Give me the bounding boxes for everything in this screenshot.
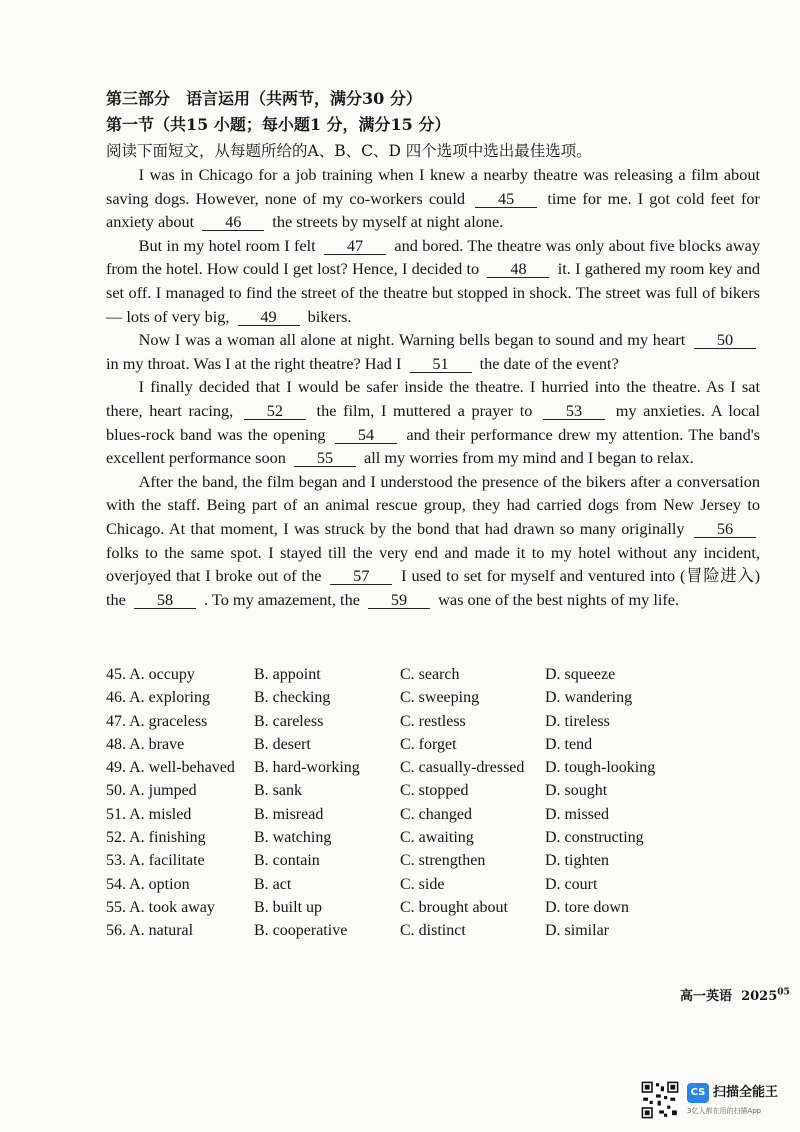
blank-52: 52	[244, 402, 306, 420]
option-b: B. built up	[254, 898, 323, 916]
option-row	[106, 710, 766, 733]
option-a: 56. A. natural	[106, 922, 194, 940]
option-row	[106, 896, 766, 919]
footer-year: 2025	[741, 989, 778, 1004]
blank-45: 45	[475, 190, 537, 208]
option-a: 51. A. misled	[106, 805, 192, 823]
footer-subject: 高一英语	[680, 989, 733, 1004]
option-c: C. changed	[400, 805, 472, 823]
option-c: C. search	[400, 666, 460, 683]
option-d: D. constructing	[545, 829, 644, 847]
options-list	[106, 663, 766, 943]
instruction: 阅读下面短文，从每题所给的A、B、C、D 四个选项中选出最佳选项。	[106, 142, 592, 160]
option-a: 47. A. graceless	[106, 712, 208, 730]
option-row	[106, 803, 766, 826]
blank-50: 50	[694, 331, 756, 349]
option-c: C. side	[400, 875, 445, 893]
option-b: B. appoint	[254, 666, 321, 683]
passage-paragraph: Now I was a woman all alone at night. Warning bells began to sound and my heart 50 in my throat. Was I at the right theatre? Had I 51 the date of the event?	[106, 328, 760, 375]
option-d: D. tough-looking	[545, 759, 656, 777]
option-d: D. wandering	[545, 689, 633, 707]
blank-48: 48	[487, 260, 549, 278]
option-c: C. awaiting	[400, 829, 474, 847]
option-a: 54. A. option	[106, 875, 190, 893]
option-b: B. checking	[254, 689, 331, 707]
blank-58: 58	[134, 591, 196, 609]
option-b: B. sank	[254, 782, 302, 800]
qr-code-icon	[640, 1080, 680, 1120]
scanner-tagline: 3亿人都在用的扫描App	[687, 1107, 762, 1115]
option-row	[106, 919, 766, 942]
option-row	[106, 756, 766, 779]
option-a: 52. A. finishing	[106, 829, 206, 847]
blank-53: 53	[543, 402, 605, 420]
option-c: C. casually-dressed	[400, 759, 525, 777]
option-row	[106, 849, 766, 872]
option-a: 50. A. jumped	[106, 782, 197, 800]
option-c: C. brought about	[400, 898, 508, 916]
option-c: C. distinct	[400, 922, 466, 940]
option-row	[106, 873, 766, 896]
option-a: 55. A. took away	[106, 898, 215, 916]
option-b: B. cooperative	[254, 922, 348, 940]
option-c: C. strengthen	[400, 852, 486, 870]
option-b: B. contain	[254, 852, 320, 870]
option-row	[106, 686, 766, 709]
option-row	[106, 663, 766, 686]
option-c: C. forget	[400, 735, 457, 753]
passage	[106, 163, 760, 611]
passage-paragraph: I finally decided that I would be safer inside the theatre. I hurried into the theatre. As I sat there, heart racing, 52 the film, I muttered a prayer to 53 my anxieties. A local blues-rock band was the opening 54 and their performance drew my attention. The band's excellent performance soon 55 all my worries from my mind and I began to relax.	[106, 377, 761, 468]
option-b: B. act	[254, 875, 292, 893]
option-d: D. tighten	[545, 852, 609, 870]
option-d: D. missed	[545, 805, 609, 823]
passage-paragraph: After the band, the film began and I understood the presence of the bikers after a conversation with the staff. Being part of an animal rescue group, they had carried dogs from New Jersey to Chicago. At that moment, I was struck by the bond that had drawn so many originally 56 folks to the same spot. I stayed till the very end and made it to my hotel without any incident, overjoyed that I broke out of the 57 I used to set for myself and ventured into (冒险进入) the 58 . To my amazement, the 59 was one of the best nights of my life.	[106, 471, 760, 609]
option-a: 48. A. brave	[106, 735, 185, 753]
option-c: C. sweeping	[400, 689, 480, 707]
blank-59: 59	[368, 591, 430, 609]
option-d: D. tore down	[545, 898, 629, 916]
blank-47: 47	[324, 237, 386, 255]
option-d: D. court	[545, 875, 598, 893]
part-title: 第三部分 语言运用（共两节，满分30 分）	[106, 89, 422, 108]
footer	[680, 985, 790, 1004]
option-b: B. hard-working	[254, 759, 360, 777]
option-a: 45. A. occupy	[106, 666, 195, 683]
blank-54: 54	[335, 426, 397, 444]
option-a: 49. A. well-behaved	[106, 759, 235, 777]
option-b: B. watching	[254, 829, 332, 847]
option-b: B. misread	[254, 805, 324, 823]
blank-51: 51	[410, 355, 472, 373]
footer-month: 05	[777, 987, 790, 998]
option-c: C. restless	[400, 712, 466, 730]
option-b: B. careless	[254, 712, 324, 730]
option-a: 53. A. facilitate	[106, 852, 205, 870]
blank-49: 49	[238, 308, 300, 326]
scanner-app-name: 扫描全能王	[713, 1085, 779, 1100]
option-row	[106, 826, 766, 849]
option-b: B. desert	[254, 735, 311, 753]
option-d: D. tireless	[545, 712, 610, 730]
passage-paragraph: I was in Chicago for a job training when I knew a nearby theatre was releasing a film about saving dogs. However, none of my co-workers could 45 time for me. I got cold feet for anxiety about 46 the streets by myself at night alone.	[106, 165, 760, 232]
option-row	[106, 733, 766, 756]
blank-56: 56	[694, 520, 756, 538]
scanner-watermark	[640, 1080, 790, 1120]
option-c: C. stopped	[400, 782, 469, 800]
blank-55: 55	[294, 449, 356, 467]
camscanner-logo: CS	[687, 1083, 709, 1103]
section-title: 第一节（共15 小题；每小题1 分，满分15 分）	[106, 115, 451, 134]
option-d: D. squeeze	[545, 666, 616, 683]
option-d: D. tend	[545, 735, 593, 753]
option-a: 46. A. exploring	[106, 689, 210, 707]
blank-46: 46	[202, 213, 264, 231]
option-d: D. sought	[545, 782, 608, 800]
passage-paragraph: But in my hotel room I felt 47 and bored. The theatre was only about five blocks away from the hotel. How could I get lost? Hence, I decided to 48 it. I gathered my room key and set off. I managed to find the street of the theatre but stopped in shock. The street was full of bikers — lots of very big, 49 bikers.	[106, 235, 760, 326]
option-row	[106, 779, 766, 802]
option-d: D. similar	[545, 922, 609, 940]
blank-57: 57	[330, 567, 392, 585]
